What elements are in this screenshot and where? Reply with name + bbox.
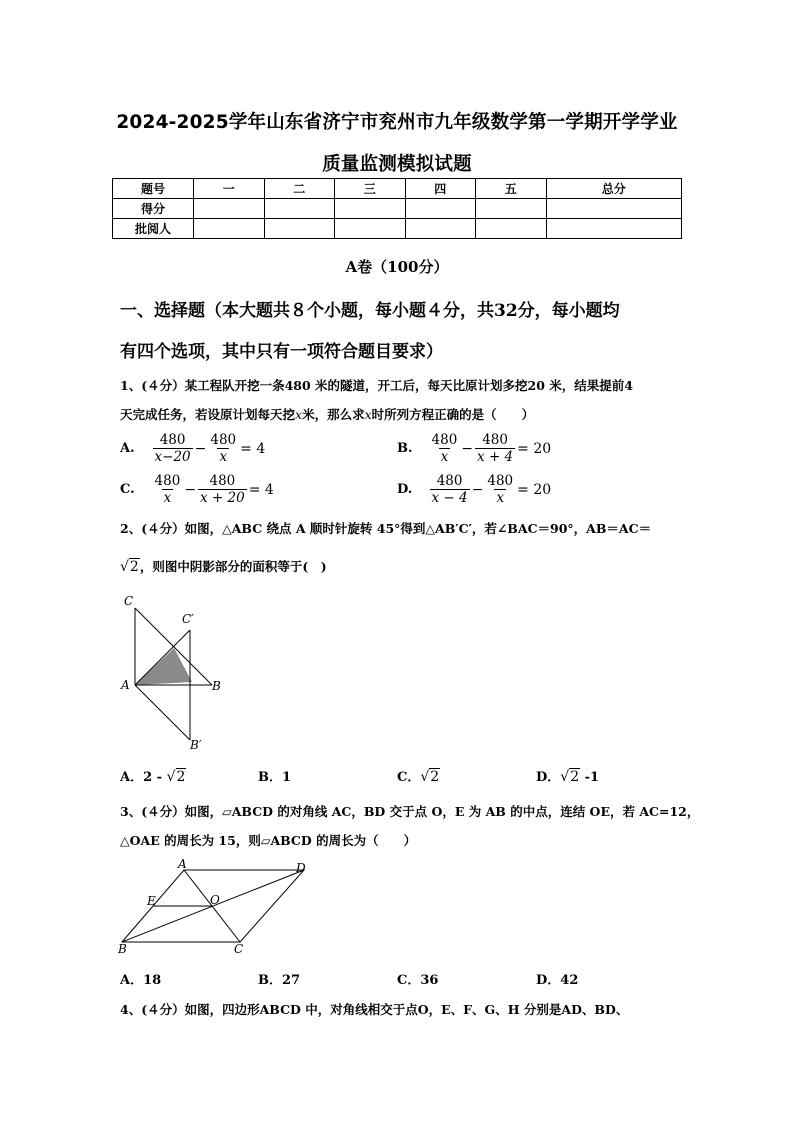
- q2-option-d-sqrt: √2: [560, 769, 580, 785]
- q1-option-d-rhs: = 20: [517, 481, 552, 498]
- q1-option-c-frac2: [198, 473, 247, 506]
- frac-denominator: x: [219, 449, 228, 465]
- reviewer-cell[interactable]: [194, 219, 265, 239]
- q1-option-d-frac2: [485, 473, 515, 506]
- q2-option-d[interactable]: [536, 766, 599, 785]
- q1-var-x2: x: [364, 407, 372, 422]
- frac-denominator: x−20: [154, 449, 191, 465]
- sqrt-radicand: 2: [570, 769, 580, 785]
- q2-option-a-label: A．2 -: [120, 770, 163, 785]
- header-cell-1: 一: [194, 179, 265, 199]
- frac-denominator: x − 4: [431, 490, 468, 506]
- reviewer-cell[interactable]: [476, 219, 547, 239]
- q2-label-b-prime: B′: [190, 738, 202, 752]
- score-table: [112, 178, 682, 239]
- row-label-score: 得分: [113, 199, 194, 219]
- q3-option-c[interactable]: C．36: [397, 973, 439, 988]
- q3-label-d: D: [296, 861, 306, 875]
- q3-stem-line1: 3、(４分）如图，▱ABCD 的对角线 AC，BD 交于点 O，E 为 AB 的中点，连结 OE，若 AC=12，: [120, 804, 700, 819]
- row-label-reviewer: 批阅人: [113, 219, 194, 239]
- q2-option-a-sqrt: √2: [166, 769, 186, 785]
- header-cell-question-no: 题号: [113, 179, 194, 199]
- document-title-line1: 2024-2025学年山东省济宁市兖州市九年级数学第一学期开学学业: [116, 112, 678, 133]
- q1-option-b-rhs: = 20: [517, 440, 552, 457]
- frac-denominator: x + 20: [200, 490, 245, 506]
- reviewer-row: [113, 219, 682, 239]
- q2-label-a: A: [121, 678, 130, 692]
- q2-sqrt-radicand: 2: [129, 559, 139, 575]
- q2-option-c-label: C．: [397, 770, 421, 785]
- q2-option-c[interactable]: [397, 766, 440, 785]
- q3-label-c: C: [234, 942, 244, 956]
- q1-option-a-label: A.: [120, 441, 135, 456]
- frac-denominator: x + 4: [477, 449, 514, 465]
- q1-option-b-label: B.: [397, 441, 413, 456]
- reviewer-cell[interactable]: [405, 219, 476, 239]
- q2-stem-line2-text: ，则图中阴影部分的面积等于( ): [139, 559, 327, 574]
- reviewer-cell[interactable]: [264, 219, 335, 239]
- q4-stem-line1: 4、(４分）如图，四边形ABCD 中，对角线相交于点O，E、F、G、H 分别是AD、BD、: [120, 1002, 629, 1017]
- q1-option-a-rhs: = 4: [240, 440, 266, 457]
- frac-numerator: 480: [159, 432, 186, 448]
- sqrt-radicand: 2: [430, 769, 440, 785]
- q1-stem-line1: 1、(４分）某工程队开挖一条480 米的隧道，开工后，每天比原计划多挖20 米，结果提前4: [120, 378, 634, 393]
- q2-option-c-sqrt: √2: [420, 769, 440, 785]
- q1-option-d-label: D.: [397, 482, 413, 497]
- q1-option-a-frac2: [208, 432, 238, 465]
- q2-label-b: B: [212, 679, 221, 693]
- score-row: [113, 199, 682, 219]
- q1-stem-part-c: 时所列方程正确的是（ ）: [371, 407, 535, 422]
- q3-option-a[interactable]: A．18: [120, 973, 162, 988]
- frac-denominator: x: [440, 449, 449, 465]
- q1-stem-line2: [120, 406, 534, 424]
- q1-option-b-frac2: [475, 432, 515, 465]
- q3-label-e: E: [147, 894, 156, 908]
- q1-option-a-frac1: [153, 432, 193, 465]
- q2-option-d-tail: -1: [584, 770, 600, 785]
- q1-stem-part-a: 天完成任务，若设原计划每天挖: [120, 407, 296, 422]
- q1-option-c-label: C.: [120, 482, 135, 497]
- header-cell-total: 总分: [546, 179, 682, 199]
- q3-stem-line2: △OAE 的周长为 15，则▱ABCD 的周长为（ ）: [120, 833, 417, 848]
- header-cell-2: 二: [264, 179, 335, 199]
- section1-heading-line1: 一、选择题（本大题共８个小题，每小题４分，共32分，每小题均: [120, 301, 620, 321]
- frac-numerator: 480: [431, 432, 458, 448]
- q3-option-b[interactable]: B．27: [258, 973, 301, 988]
- q2-label-c-prime: C′: [182, 612, 194, 626]
- q1-stem-part-b: 米，那么求: [302, 407, 365, 422]
- frac-numerator: 480: [487, 473, 514, 489]
- section1-heading-line2: 有四个选项，其中只有一项符合题目要求）: [120, 342, 443, 362]
- frac-numerator: 480: [209, 473, 236, 489]
- q2-stem-line1: 2、(４分）如图，△ABC 绕点 A 顺时针旋转 45°得到△AB′C′，若∠BAC＝90°，AB＝AC＝: [120, 521, 652, 536]
- q1-option-c-rhs: = 4: [248, 481, 274, 498]
- q3-label-o: O: [210, 893, 220, 907]
- frac-numerator: 480: [436, 473, 463, 489]
- reviewer-cell[interactable]: [546, 219, 682, 239]
- q2-option-d-label: D．: [536, 770, 561, 785]
- q1-option-c-frac1: [153, 473, 183, 506]
- q2-option-a[interactable]: [120, 766, 186, 785]
- q2-sqrt: √2: [120, 559, 139, 575]
- sqrt-radicand: 2: [176, 769, 186, 785]
- q1-option-d-frac1: [430, 473, 470, 506]
- frac-denominator: x: [163, 490, 172, 506]
- q2-edge-ab-prime: [135, 685, 190, 740]
- q1-option-c[interactable]: C. $\frac{480}{x}$ − $\frac{480}{x + 20}$ = 4: [120, 473, 274, 506]
- header-cell-5: 五: [476, 179, 547, 199]
- frac-denominator: x: [496, 490, 505, 506]
- q2-shaded-region: [135, 648, 192, 685]
- q1-option-b[interactable]: B. $\frac{480}{x}$ − $\frac{480}{x + 4}$ = 20: [397, 432, 552, 465]
- score-table-header-row: [113, 179, 682, 199]
- score-cell[interactable]: [335, 199, 406, 219]
- score-cell[interactable]: [405, 199, 476, 219]
- frac-numerator: 480: [210, 432, 237, 448]
- frac-numerator: 480: [482, 432, 508, 448]
- q1-option-a[interactable]: A. $\frac{480}{x-20}$ − $\frac{480}{x}$ = 4: [120, 432, 266, 465]
- frac-numerator: 480: [154, 473, 181, 489]
- q3-option-d[interactable]: D．42: [536, 973, 579, 988]
- q3-label-a: A: [178, 858, 187, 871]
- q3-label-b: B: [118, 942, 127, 956]
- q1-option-d[interactable]: D. $\frac{480}{x - 4}$ − $\frac{480}{x}$ = 20: [397, 473, 552, 506]
- header-cell-4: 四: [405, 179, 476, 199]
- q2-stem-line2: [120, 558, 327, 576]
- header-cell-3: 三: [335, 179, 406, 199]
- q2-label-c: C: [124, 594, 134, 608]
- q2-figure: [118, 592, 228, 754]
- q3-figure: [116, 858, 316, 958]
- q2-option-b[interactable]: B．1: [258, 770, 292, 785]
- q1-var-x: x: [295, 407, 303, 422]
- volume-heading: A卷（100分）: [345, 258, 449, 276]
- document-title-line2: 质量监测模拟试题: [322, 154, 472, 175]
- score-cell[interactable]: [194, 199, 265, 219]
- score-cell[interactable]: [546, 199, 682, 219]
- score-cell[interactable]: [476, 199, 547, 219]
- q1-option-b-frac1: [430, 432, 460, 465]
- score-cell[interactable]: [264, 199, 335, 219]
- reviewer-cell[interactable]: [335, 219, 406, 239]
